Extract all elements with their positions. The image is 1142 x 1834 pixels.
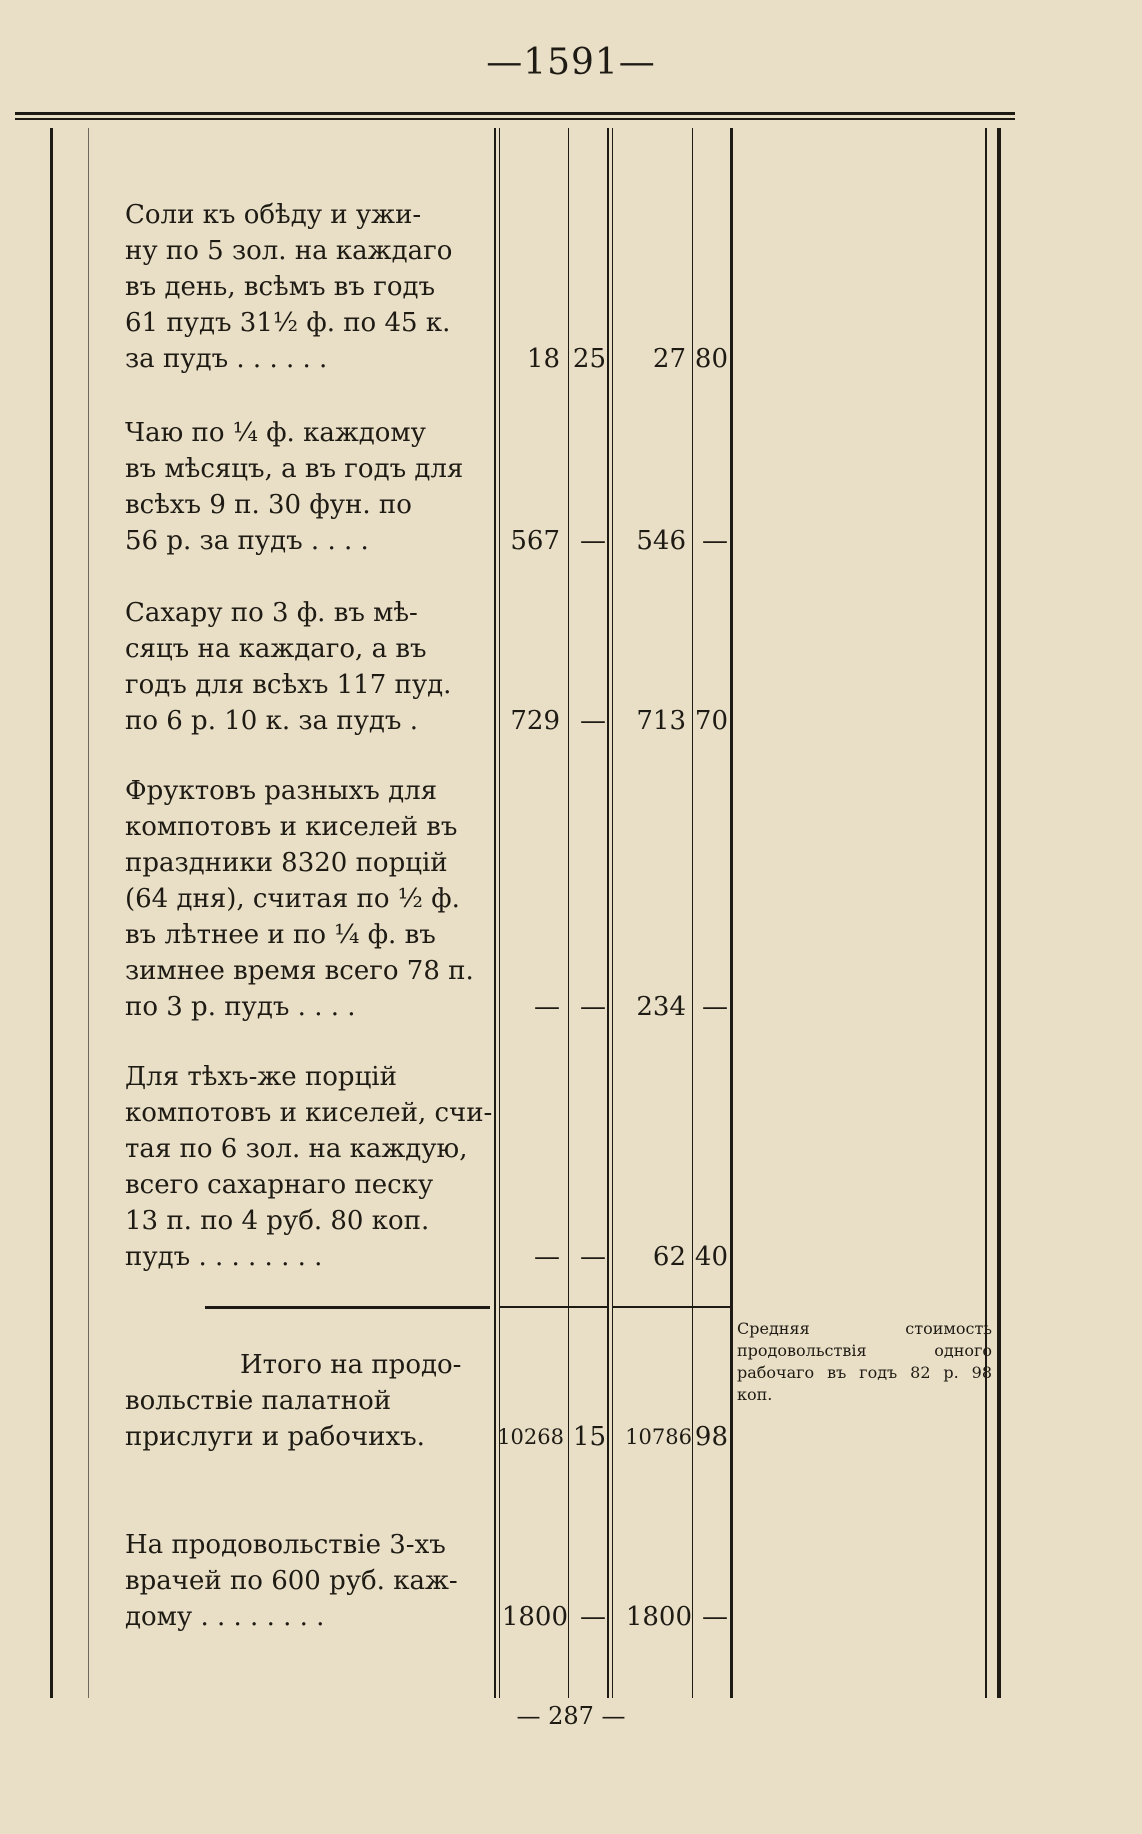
entry-line: 13 п. по 4 руб. 80 коп. xyxy=(125,1206,430,1236)
total-col2-kop: 98 xyxy=(694,1422,728,1452)
entry-line: въ день, всѣмъ въ годъ xyxy=(125,272,436,302)
entry-line: (64 дня), считая по ½ ф. xyxy=(125,884,460,914)
col1-kop: — xyxy=(580,1242,606,1272)
col2-kop: 40 xyxy=(694,1242,728,1272)
col2-rub: 27 xyxy=(652,344,686,374)
col-divider-2b xyxy=(612,128,613,1698)
col-divider-1 xyxy=(494,128,496,1698)
total-col1-rub: 10268 xyxy=(497,1425,564,1449)
col1-rub: 1800 xyxy=(501,1602,568,1632)
entry-line: по 3 р. пудъ . . . . xyxy=(125,992,356,1022)
col2-kop: 80 xyxy=(694,344,728,374)
entry-line: годъ для всѣхъ 117 пуд. xyxy=(125,670,452,700)
col1-rub: 567 xyxy=(510,526,560,556)
entry-doctors xyxy=(125,1527,490,1635)
entry-line: Чаю по ¼ ф. каждому xyxy=(125,418,426,448)
col1-rub: 729 xyxy=(510,706,560,736)
top-rule-thick xyxy=(15,112,1015,115)
entry-line: въ мѣсяцъ, а въ годъ для xyxy=(125,454,464,484)
entry-line: компотовъ и киселей въ xyxy=(125,812,458,842)
entry-line: Итого на продо- xyxy=(240,1350,462,1380)
entry-line: На продовольствіе 3-хъ xyxy=(125,1530,446,1560)
kop-divider-1 xyxy=(568,128,569,1698)
right-border-line-thick xyxy=(997,128,1001,1698)
col1-kop: — xyxy=(580,1602,606,1632)
col2-kop: — xyxy=(702,526,728,556)
col-divider-2 xyxy=(607,128,609,1698)
entry-line: дому . . . . . . . . xyxy=(125,1602,325,1632)
col1-kop: — xyxy=(580,706,606,736)
entry-line: компотовъ и киселей, счи- xyxy=(125,1098,493,1128)
entry-line: Фруктовъ разныхъ для xyxy=(125,776,437,806)
left-border-line xyxy=(50,128,53,1698)
col2-rub: 1800 xyxy=(625,1602,692,1632)
total-col2-rub: 10786 xyxy=(625,1425,692,1449)
col2-kop: — xyxy=(702,992,728,1022)
col2-rub: 713 xyxy=(636,706,686,736)
entry-salt xyxy=(125,197,490,377)
col1-rub: — xyxy=(534,992,560,1022)
total-rule-col1 xyxy=(500,1306,607,1308)
col1-rub: — xyxy=(534,1242,560,1272)
col2-rub: 62 xyxy=(652,1242,686,1272)
entry-line: всего сахарнаго песку xyxy=(125,1170,434,1200)
col1-kop: — xyxy=(580,992,606,1022)
entry-line: Для тѣхъ-же порцій xyxy=(125,1062,397,1092)
col2-rub: 546 xyxy=(636,526,686,556)
col1-kop: — xyxy=(580,526,606,556)
entry-line: вольствіе палатной xyxy=(125,1386,392,1416)
entry-fruits xyxy=(125,773,490,1025)
kop-divider-2 xyxy=(692,128,693,1698)
entry-line: по 6 р. 10 к. за пудъ . xyxy=(125,706,419,736)
total-rule-col2 xyxy=(613,1306,730,1308)
page-number-header: —1591— xyxy=(486,42,656,83)
top-rule-thin xyxy=(15,118,1015,120)
entry-line: Соли къ обѣду и ужи- xyxy=(125,200,422,230)
page-number-footer: — 287 — xyxy=(516,1702,626,1730)
col2-kop: 70 xyxy=(694,706,728,736)
entry-line: въ лѣтнее и по ¼ ф. въ xyxy=(125,920,436,950)
total-rule-text xyxy=(205,1306,490,1309)
entry-line: пудъ . . . . . . . . xyxy=(125,1242,323,1272)
text-column-line xyxy=(88,128,89,1698)
entry-line: ну по 5 зол. на каждаго xyxy=(125,236,453,266)
right-border-line xyxy=(985,128,987,1698)
entry-line: праздники 8320 порцій xyxy=(125,848,448,878)
entry-compote-sugar xyxy=(125,1059,493,1275)
entry-line: врачей по 600 руб. каж- xyxy=(125,1566,458,1596)
entry-line: прислуги и рабочихъ. xyxy=(125,1422,425,1452)
entry-line: зимнее время всего 78 п. xyxy=(125,956,474,986)
total-col1-kop: 15 xyxy=(572,1422,606,1452)
col1-kop: 25 xyxy=(572,344,606,374)
entry-line: 56 р. за пудъ . . . . xyxy=(125,526,369,556)
entry-line: 61 пудъ 31½ ф. по 45 к. xyxy=(125,308,451,338)
entry-line: за пудъ . . . . . . xyxy=(125,344,328,374)
entry-line: сяцъ на каждаго, а въ xyxy=(125,634,427,664)
col2-kop: — xyxy=(702,1602,728,1632)
entry-line: всѣхъ 9 п. 30 фун. по xyxy=(125,490,412,520)
entry-sugar xyxy=(125,595,490,739)
entry-line: Сахару по 3 ф. въ мѣ- xyxy=(125,598,418,628)
col1-rub: 18 xyxy=(526,344,560,374)
average-cost-note: Средняя стоимость продовольствія одного рабочаго въ годъ 82 р. 98 коп. xyxy=(737,1319,992,1404)
entry-total xyxy=(125,1347,490,1455)
entry-tea xyxy=(125,415,490,559)
col-divider-3 xyxy=(730,128,733,1698)
col2-rub: 234 xyxy=(636,992,686,1022)
col-divider-1b xyxy=(499,128,500,1698)
entry-line: тая по 6 зол. на каждую, xyxy=(125,1134,468,1164)
